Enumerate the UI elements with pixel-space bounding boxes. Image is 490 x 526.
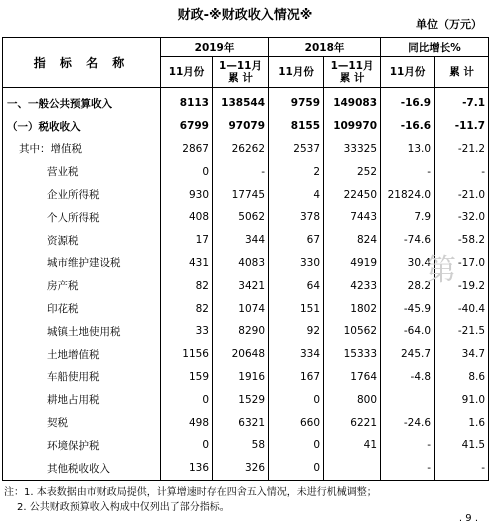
row-value: 9759	[269, 88, 324, 115]
unit-label: 单位（万元）	[416, 18, 482, 31]
row-value: 2	[269, 160, 324, 183]
row-value: 800	[324, 388, 381, 411]
table-row	[3, 320, 489, 343]
row-value: 824	[324, 229, 381, 252]
row-value: 344	[213, 229, 269, 252]
row-value: 378	[269, 206, 324, 229]
row-label: 环境保护税	[3, 434, 161, 457]
row-value: -24.6	[381, 411, 435, 434]
row-value: -21.5	[435, 320, 489, 343]
row-value: 58	[213, 434, 269, 457]
row-value: 33325	[324, 138, 381, 161]
row-value: 92	[269, 320, 324, 343]
table-row	[3, 297, 489, 320]
table-row	[3, 457, 489, 480]
row-value: 17745	[213, 183, 269, 206]
row-value: -	[213, 160, 269, 183]
row-value: 82	[161, 274, 213, 297]
table-row	[3, 434, 489, 457]
row-value: -45.9	[381, 297, 435, 320]
row-label: 耕地占用税	[3, 388, 161, 411]
row-value: 67	[269, 229, 324, 252]
row-value: 0	[161, 388, 213, 411]
row-value: 6799	[161, 115, 213, 138]
row-value: 28.2	[381, 274, 435, 297]
row-value: 408	[161, 206, 213, 229]
row-label: 城市维护建设税	[3, 252, 161, 275]
header-nov-growth: 11月份	[381, 57, 435, 88]
row-value: 26262	[213, 138, 269, 161]
row-value: 3421	[213, 274, 269, 297]
row-value: 41	[324, 434, 381, 457]
row-value: 30.4	[381, 252, 435, 275]
row-label: 营业税	[3, 160, 161, 183]
page-number: . 9 .	[458, 513, 478, 524]
table-row	[3, 206, 489, 229]
table-row	[3, 183, 489, 206]
table-row	[3, 138, 489, 161]
row-value: 136	[161, 457, 213, 480]
table-row	[3, 115, 489, 138]
row-value: 5062	[213, 206, 269, 229]
header-year-2018: 2018年	[269, 38, 381, 57]
row-value: 2867	[161, 138, 213, 161]
row-value: 109970	[324, 115, 381, 138]
row-value	[381, 388, 435, 411]
row-value: 0	[269, 434, 324, 457]
table-row	[3, 411, 489, 434]
row-value: 149083	[324, 88, 381, 115]
row-value: 0	[161, 160, 213, 183]
row-value: -19.2	[435, 274, 489, 297]
row-value: 22450	[324, 183, 381, 206]
row-value: -16.6	[381, 115, 435, 138]
table-row	[3, 366, 489, 389]
row-value: 7.9	[381, 206, 435, 229]
row-value: 1156	[161, 343, 213, 366]
row-value: 1.6	[435, 411, 489, 434]
row-value: 21824.0	[381, 183, 435, 206]
row-value: 17	[161, 229, 213, 252]
row-value: 0	[269, 388, 324, 411]
row-value: 8155	[269, 115, 324, 138]
row-value: -7.1	[435, 88, 489, 115]
row-value: -64.0	[381, 320, 435, 343]
row-value: 64	[269, 274, 324, 297]
row-value: 1764	[324, 366, 381, 389]
row-value: -	[381, 160, 435, 183]
row-label: 企业所得税	[3, 183, 161, 206]
header-nov-2018: 11月份	[269, 57, 324, 88]
row-value: 138544	[213, 88, 269, 115]
header-growth: 同比增长%	[381, 38, 489, 57]
row-value: -	[381, 457, 435, 480]
row-value: 431	[161, 252, 213, 275]
row-value: 1074	[213, 297, 269, 320]
row-value: 10562	[324, 320, 381, 343]
row-label: 房产税	[3, 274, 161, 297]
table-row	[3, 274, 489, 297]
row-value: 33	[161, 320, 213, 343]
row-label: （一）税收收入	[3, 115, 161, 138]
row-value: 0	[269, 457, 324, 480]
header-cum-2019: 1—11月 累 计	[213, 57, 269, 88]
row-value: 8113	[161, 88, 213, 115]
row-value: 97079	[213, 115, 269, 138]
row-value: -	[435, 160, 489, 183]
row-value: 6321	[213, 411, 269, 434]
row-value: 2537	[269, 138, 324, 161]
row-value: 4919	[324, 252, 381, 275]
row-label: 个人所得税	[3, 206, 161, 229]
row-value: 930	[161, 183, 213, 206]
table-row	[3, 252, 489, 275]
row-label: 土地增值税	[3, 343, 161, 366]
note-1: 注：1. 本表数据由市财政局提供，计算增速时存在四舍五入情况，未进行机械调整；	[4, 487, 377, 498]
row-label: 印花税	[3, 297, 161, 320]
row-value: 4233	[324, 274, 381, 297]
row-value: 6221	[324, 411, 381, 434]
finance-table	[2, 37, 489, 481]
table-row	[3, 88, 489, 115]
row-value: 8290	[213, 320, 269, 343]
table-notes	[4, 485, 486, 515]
row-label: 城镇土地使用税	[3, 320, 161, 343]
row-label: 其他税收收入	[3, 457, 161, 480]
row-value: -	[381, 434, 435, 457]
row-value: 167	[269, 366, 324, 389]
table-row	[3, 229, 489, 252]
header-nov-2019: 11月份	[161, 57, 213, 88]
row-value: 326	[213, 457, 269, 480]
header-year-2019: 2019年	[161, 38, 269, 57]
row-value: 15333	[324, 343, 381, 366]
row-value: 159	[161, 366, 213, 389]
row-label: 一、一般公共预算收入	[3, 88, 161, 115]
row-label: 车船使用税	[3, 366, 161, 389]
row-value: 34.7	[435, 343, 489, 366]
row-value: 1529	[213, 388, 269, 411]
row-value: 1802	[324, 297, 381, 320]
row-value: 4	[269, 183, 324, 206]
row-value: 4083	[213, 252, 269, 275]
row-label: 资源税	[3, 229, 161, 252]
table-row	[3, 388, 489, 411]
row-value: 330	[269, 252, 324, 275]
page-title: 财政-※财政收入情况※	[177, 8, 313, 23]
row-label: 其中：增值税	[3, 138, 161, 161]
header-cum-2018: 1—11月 累 计	[324, 57, 381, 88]
row-value: -21.0	[435, 183, 489, 206]
row-value: -40.4	[435, 297, 489, 320]
row-value: 245.7	[381, 343, 435, 366]
header-cum-growth: 累 计	[435, 57, 489, 88]
note-2: 2. 公共财政预算收入构成中仅列出了部分指标。	[17, 502, 230, 513]
table-row	[3, 160, 489, 183]
row-value: 660	[269, 411, 324, 434]
row-value: 91.0	[435, 388, 489, 411]
row-value: 151	[269, 297, 324, 320]
row-value: 82	[161, 297, 213, 320]
row-value: -16.9	[381, 88, 435, 115]
row-value: 13.0	[381, 138, 435, 161]
row-value: 7443	[324, 206, 381, 229]
row-label: 契税	[3, 411, 161, 434]
row-value: -32.0	[435, 206, 489, 229]
row-value: 0	[161, 434, 213, 457]
row-value	[324, 457, 381, 480]
row-value: 334	[269, 343, 324, 366]
row-value: 20648	[213, 343, 269, 366]
row-value: 252	[324, 160, 381, 183]
row-value: -21.2	[435, 138, 489, 161]
table-row	[3, 343, 489, 366]
header-indicator-name: 指 标 名 称	[3, 38, 161, 88]
row-value: 8.6	[435, 366, 489, 389]
row-value: 1916	[213, 366, 269, 389]
row-value: -74.6	[381, 229, 435, 252]
row-value: -58.2	[435, 229, 489, 252]
row-value: -17.0	[435, 252, 489, 275]
row-value: -	[435, 457, 489, 480]
row-value: -4.8	[381, 366, 435, 389]
watermark-char: 第	[426, 253, 456, 288]
row-value: -11.7	[435, 115, 489, 138]
row-value: 498	[161, 411, 213, 434]
row-value: 41.5	[435, 434, 489, 457]
